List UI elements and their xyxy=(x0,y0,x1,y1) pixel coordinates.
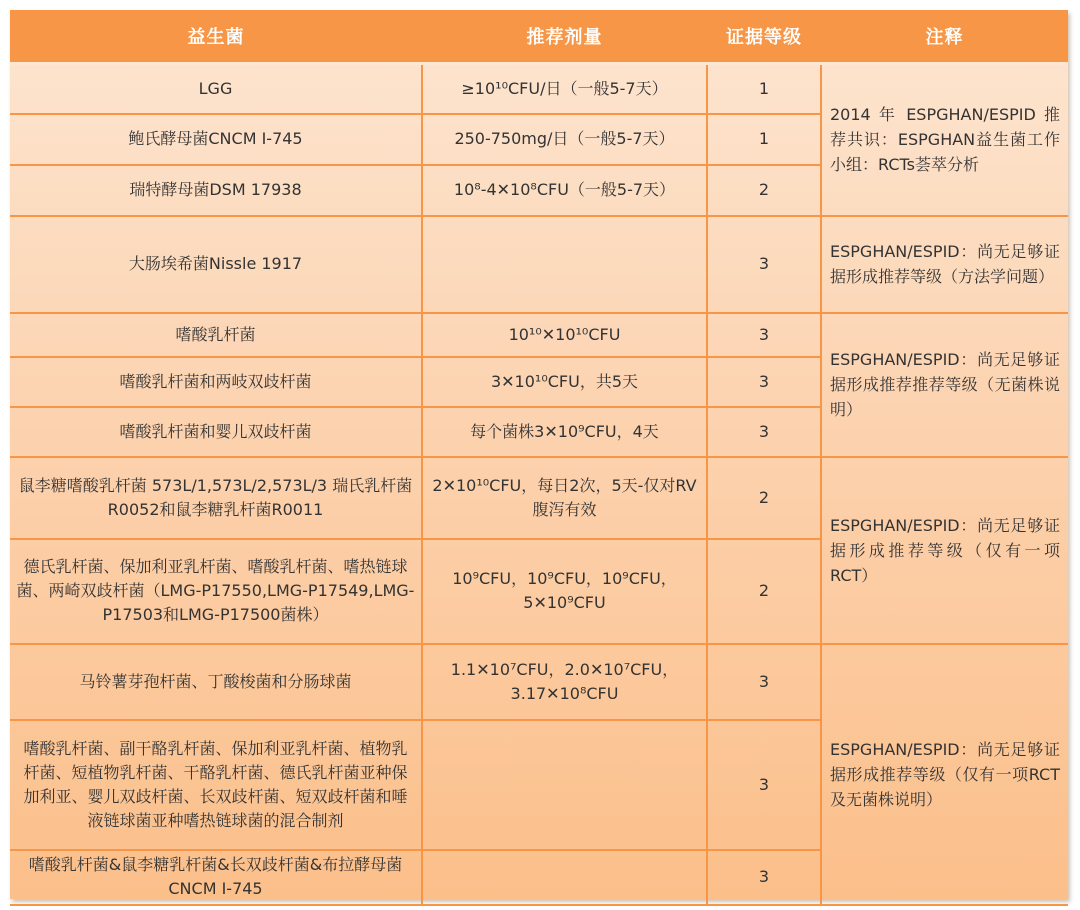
cell-dose: 每个菌株3✕10⁹CFU，4天 xyxy=(422,407,707,457)
cell-note: 2014 年 ESPGHAN/ESPID 推荐共识：ESPGHAN益生菌工作小组：RCTs荟萃分析 xyxy=(821,64,1068,216)
cell-dose: 3✕10¹⁰CFU，共5天 xyxy=(422,357,707,407)
cell-dose: 2✕10¹⁰CFU，每日2次，5天-仅对RV腹泻有效 xyxy=(422,457,707,539)
cell-probiotic: 嗜酸乳杆菌、副干酪乳杆菌、保加利亚乳杆菌、植物乳杆菌、短植物乳杆菌、干酪乳杆菌、德氏乳杆菌亚种保加利亚、婴儿双歧杆菌、长双歧杆菌、短双歧杆菌和唾液链球菌亚种嗜热链球菌的混合制剂 xyxy=(10,720,422,850)
cell-dose: 10⁸-4✕10⁸CFU（一般5-7天） xyxy=(422,165,707,216)
cell-dose: 10¹⁰✕10¹⁰CFU xyxy=(422,313,707,357)
cell-grade: 3 xyxy=(707,850,821,905)
cell-probiotic: LGG xyxy=(10,64,422,114)
cell-dose: ≥10¹⁰CFU/日（一般5-7天） xyxy=(422,64,707,114)
cell-probiotic: 嗜酸乳杆菌和婴儿双歧杆菌 xyxy=(10,407,422,457)
cell-dose xyxy=(422,216,707,313)
cell-grade: 3 xyxy=(707,720,821,850)
table-row xyxy=(10,457,1068,539)
header-notes: 注释 xyxy=(821,10,1068,64)
cell-probiotic: 嗜酸乳杆菌和两岐双歧杆菌 xyxy=(10,357,422,407)
cell-grade: 3 xyxy=(707,644,821,720)
cell-grade: 1 xyxy=(707,114,821,165)
cell-grade: 3 xyxy=(707,313,821,357)
header-dose: 推荐剂量 xyxy=(422,10,707,64)
cell-grade: 3 xyxy=(707,407,821,457)
cell-dose: 1.1✕10⁷CFU，2.0✕10⁷CFU，3.17✕10⁸CFU xyxy=(422,644,707,720)
data-table xyxy=(10,10,1068,906)
probiotic-recommendation-table xyxy=(10,10,1068,899)
cell-grade: 2 xyxy=(707,165,821,216)
cell-probiotic: 大肠埃希菌Nissle 1917 xyxy=(10,216,422,313)
cell-grade: 3 xyxy=(707,216,821,313)
cell-grade: 2 xyxy=(707,539,821,644)
cell-probiotic: 嗜酸乳杆菌 xyxy=(10,313,422,357)
cell-dose xyxy=(422,850,707,905)
cell-grade: 2 xyxy=(707,457,821,539)
cell-dose: 10⁹CFU，10⁹CFU，10⁹CFU，5✕10⁹CFU xyxy=(422,539,707,644)
cell-probiotic: 嗜酸乳杆菌&鼠李糖乳杆菌&长双歧杆菌&布拉酵母菌CNCM I-745 xyxy=(10,850,422,905)
cell-note: ESPGHAN/ESPID：尚无足够证据形成推荐等级（仅有一项RCT及无菌株说明） xyxy=(821,644,1068,905)
header-probiotic: 益生菌 xyxy=(10,10,422,64)
header-row xyxy=(10,10,1068,64)
cell-probiotic: 马铃薯芽孢杆菌、丁酸梭菌和分肠球菌 xyxy=(10,644,422,720)
cell-grade: 1 xyxy=(707,64,821,114)
cell-dose xyxy=(422,720,707,850)
header-evidence-grade: 证据等级 xyxy=(707,10,821,64)
cell-note: ESPGHAN/ESPID：尚无足够证据形成推荐等级（仅有一项RCT） xyxy=(821,457,1068,644)
table-row xyxy=(10,644,1068,720)
table-row xyxy=(10,64,1068,114)
cell-probiotic: 鼠李糖嗜酸乳杆菌 573L/1,573L/2,573L/3 瑞氏乳杆菌R0052和鼠李糖乳杆菌R0011 xyxy=(10,457,422,539)
cell-note: ESPGHAN/ESPID：尚无足够证据形成推荐等级（方法学问题） xyxy=(821,216,1068,313)
cell-grade: 3 xyxy=(707,357,821,407)
cell-dose: 250-750mg/日（一般5-7天） xyxy=(422,114,707,165)
cell-note: ESPGHAN/ESPID：尚无足够证据形成推荐推荐等级（无菌株说明） xyxy=(821,313,1068,457)
cell-probiotic: 鲍氏酵母菌CNCM I-745 xyxy=(10,114,422,165)
cell-probiotic: 瑞特酵母菌DSM 17938 xyxy=(10,165,422,216)
table-row xyxy=(10,216,1068,313)
table-row xyxy=(10,313,1068,357)
cell-probiotic: 德氏乳杆菌、保加利亚乳杆菌、嗜酸乳杆菌、嗜热链球菌、两崎双歧杆菌（LMG-P17550,LMG-P17549,LMG-P17503和LMG-P17500菌株） xyxy=(10,539,422,644)
